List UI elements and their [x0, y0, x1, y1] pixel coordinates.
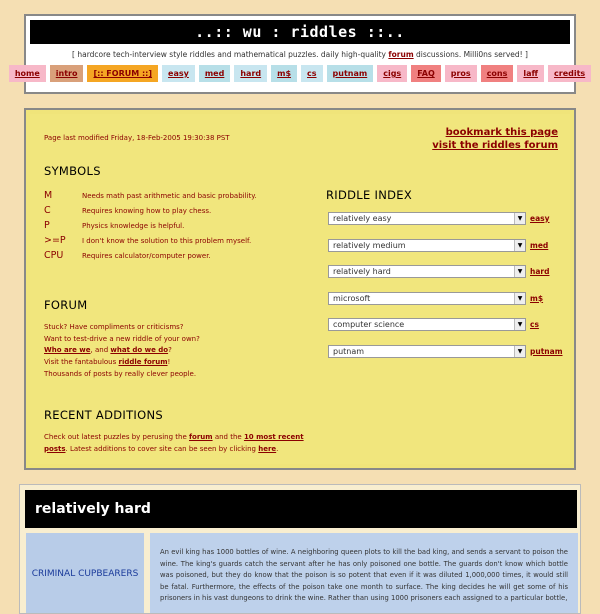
index-row [328, 239, 548, 252]
nav-item-med[interactable]: med [199, 65, 231, 82]
chevron-down-icon[interactable]: ▼ [514, 293, 525, 304]
riddle-index-heading: RIDDLE INDEX [326, 188, 413, 202]
riddle-forum-link[interactable]: riddle forum [118, 358, 168, 367]
here-link[interactable]: here [258, 444, 277, 453]
recent-forum-link[interactable]: forum [189, 433, 213, 441]
nav-item-pros[interactable]: pros [445, 65, 477, 82]
riddle-panel [19, 484, 581, 614]
index-select-value: relatively medium [333, 240, 406, 250]
symbol-row [44, 248, 257, 263]
what-we-do-link[interactable]: what do we do [110, 346, 169, 355]
chevron-down-icon[interactable]: ▼ [514, 240, 525, 251]
index-select-hard[interactable] [328, 265, 526, 278]
nav-item-laff[interactable]: laff [517, 65, 544, 82]
nav-item-putnam[interactable]: putnam [327, 65, 374, 82]
index-select-value: computer science [333, 320, 405, 329]
visit-forum-link[interactable]: visit the riddles forum [432, 140, 558, 151]
index-select-value: relatively easy [333, 214, 392, 223]
forum-heading: FORUM [44, 298, 88, 312]
recent-posts-link[interactable]: 10 most recent posts [44, 433, 304, 453]
index-link[interactable]: med [530, 240, 549, 250]
nav-item-forum[interactable]: [:: FORUM ::] [87, 65, 158, 82]
nav-item-cs[interactable]: cs [301, 65, 323, 82]
site-tagline: [ hardcore tech-interview style riddles and mathematical puzzles. daily high-quality forum discussions. Milli0ns served! ] [72, 50, 528, 59]
chevron-down-icon[interactable]: ▼ [514, 266, 525, 277]
riddle-title[interactable]: CRIMINAL CUPBEARERS [26, 533, 144, 613]
index-link[interactable]: hard [530, 267, 550, 276]
chevron-down-icon[interactable]: ▼ [514, 213, 525, 224]
index-link[interactable]: putnam [530, 346, 563, 356]
top-links [432, 126, 558, 152]
index-select-easy[interactable] [328, 212, 526, 225]
recent-blurb: Check out latest puzzles by perusing the forum and the 10 most recent posts. Latest additions to cover site can be seen by clicking here. [44, 433, 304, 453]
symbol-description: I don't know the solution to this problem myself. [82, 236, 252, 245]
index-select-cs[interactable] [328, 318, 526, 331]
bookmark-link[interactable]: bookmark this page [445, 127, 558, 138]
nav-item-hard[interactable]: hard [234, 65, 267, 82]
tagline-forum-link[interactable]: forum [388, 50, 414, 59]
symbol-description: Requires knowing how to play chess. [82, 206, 212, 215]
symbols-list [44, 188, 257, 263]
site-title: ..:: wu : riddles ::.. [30, 20, 570, 44]
nav-item-m[interactable]: m$ [271, 65, 297, 82]
nav-item-home[interactable]: home [9, 65, 46, 82]
symbol-row [44, 188, 257, 203]
nav-item-intro[interactable]: intro [50, 65, 84, 82]
index-row [328, 318, 539, 331]
symbol-row [44, 203, 257, 218]
symbol-description: Requires calculator/computer power. [82, 251, 211, 260]
index-row [328, 265, 549, 278]
symbol-description: Physics knowledge is helpful. [82, 221, 185, 230]
index-select-value: putnam [333, 346, 365, 356]
symbol-key: CPU [44, 250, 64, 261]
nav-item-cons[interactable]: cons [481, 65, 514, 82]
riddle-category-heading: relatively hard [25, 490, 577, 528]
last-modified: Page last modified Friday, 18-Feb-2005 19:30:38 PST [44, 134, 230, 142]
main-panel [24, 108, 576, 470]
symbol-row [44, 233, 257, 248]
symbol-description: Needs math past arithmetic and basic probability. [82, 191, 257, 200]
forum-blurb: Stuck? Have compliments or criticisms? Want to test-drive a new riddle of your own? Who are we, and what do we do? Visit the fantabulous riddle forum! Thousands of posts by really clever people. [44, 323, 200, 378]
nav-item-faq[interactable]: FAQ [411, 65, 441, 82]
index-row [328, 345, 563, 358]
chevron-down-icon[interactable]: ▼ [514, 346, 525, 357]
index-link[interactable]: cs [530, 320, 539, 329]
index-link[interactable]: easy [530, 214, 550, 223]
index-row [328, 292, 543, 305]
main-nav [14, 65, 586, 82]
symbol-row [44, 218, 257, 233]
symbol-key: P [44, 220, 50, 231]
chevron-down-icon[interactable]: ▼ [514, 319, 525, 330]
symbol-key: C [44, 205, 51, 216]
symbol-key: >=P [44, 235, 66, 246]
symbol-key: M [44, 190, 53, 201]
site-header [14, 14, 586, 94]
nav-item-cigs[interactable]: cigs [377, 65, 407, 82]
index-select-med[interactable] [328, 239, 526, 252]
index-row [328, 212, 550, 225]
index-select-putnam[interactable] [328, 345, 526, 358]
nav-item-credits[interactable]: credits [548, 65, 591, 82]
symbols-heading: SYMBOLS [44, 164, 101, 178]
index-select-value: relatively hard [333, 267, 391, 276]
nav-item-easy[interactable]: easy [162, 65, 195, 82]
who-are-we-link[interactable]: Who are we [44, 346, 91, 355]
recent-heading: RECENT ADDITIONS [44, 408, 163, 422]
riddle-body: An evil king has 1000 bottles of wine. A neighboring queen plots to kill the bad king, and sends a servant to poison the wine. The king's guards catch the servant after he has only poisoned one bottle. The guards don't know which bottle was poisoned, but they do know that the poison is so potent that even if it was diluted 1,000,000 times, it would still be fatal. Furthermore, the effects of the poison take one month to surface. The king decides he will get some of his prisoners in his vast dungeons to drink the wine. Rather than using 1000 prisoners each assigned to a particular bottle, [150, 533, 578, 613]
index-link[interactable]: m$ [530, 293, 544, 303]
index-select-m[interactable] [328, 292, 526, 305]
index-select-value: microsoft [333, 293, 371, 303]
